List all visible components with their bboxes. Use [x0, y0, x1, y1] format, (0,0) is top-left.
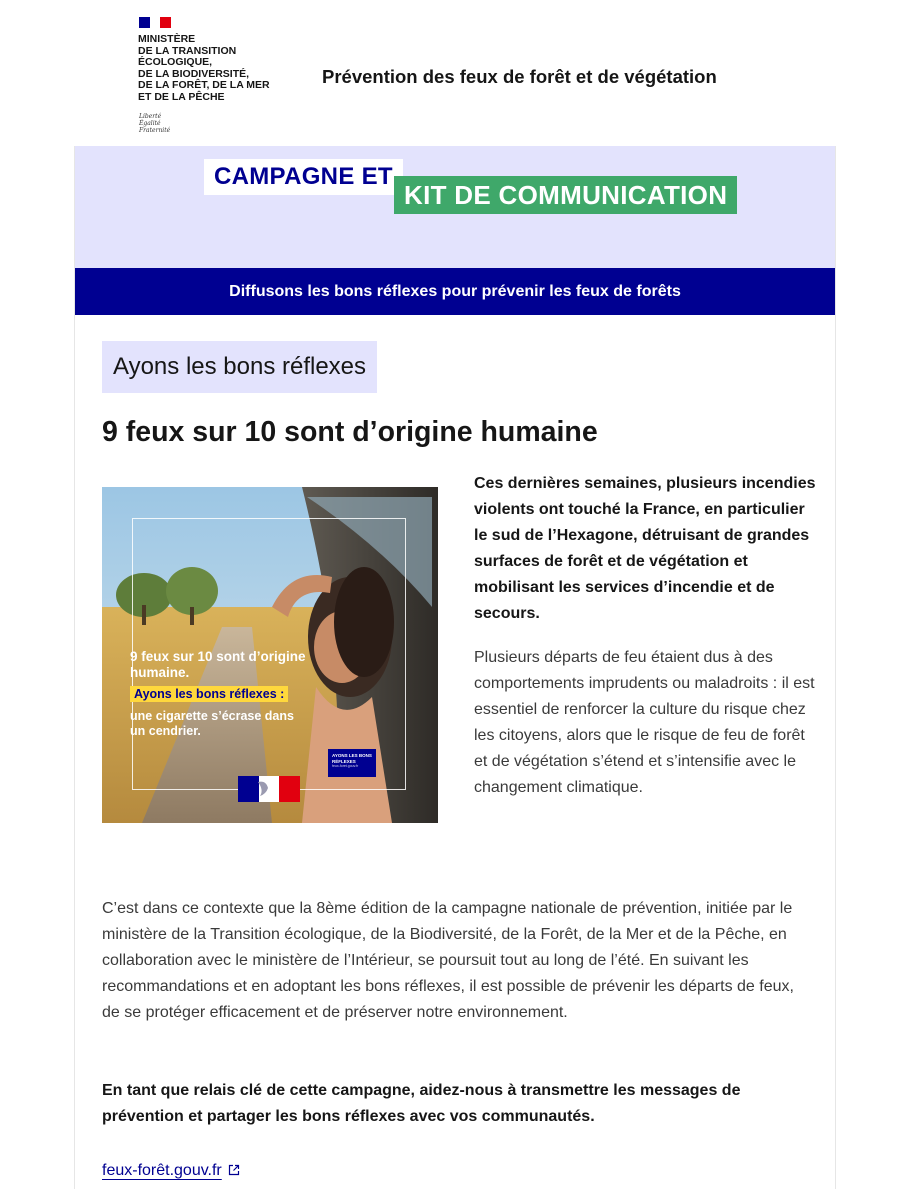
- external-link-icon: [228, 1164, 240, 1176]
- visual-subline: une cigarette s’écrase dans un cendrier.: [130, 709, 294, 738]
- visual-headline: 9 feux sur 10 sont d’origine humaine.: [130, 649, 306, 680]
- visual-campaign-box: [328, 749, 376, 777]
- hero-tag-campaign: CAMPAGNE ET: [204, 159, 403, 195]
- visual-box-url: feux-foret.gouv.fr: [332, 764, 359, 768]
- republic-motto: Liberté Égalité Fraternité: [139, 113, 171, 134]
- intro-paragraph: Plusieurs départs de feu étaient dus à des comportements imprudents ou maladroits : il est essentiel de renforcer la culture du risque chez les citoyens, alors que le risque de feu de forêt et de végétation s’étend et s’intensifie avec le changement climatique.: [474, 649, 815, 796]
- visual-box-title: AYONS LES BONS RÉFLEXES: [332, 753, 372, 764]
- section-kicker: Ayons les bons réflexes: [102, 341, 377, 393]
- intro-bold-paragraph: Ces dernières semaines, plusieurs incendies violents ont touché la France, en particulier le sud de l’Hexagone, détruisant de grandes surfaces de forêt et de végétation et mobilisant les services d’incendie et de secours.: [474, 475, 816, 622]
- body-paragraph: C’est dans ce contexte que la 8ème édition de la campagne nationale de prévention, initiée par le ministère de la Transition écologique, de la Biodiversité, de la Forêt, de la Mer et de la Pêche, en collaboration avec le ministère de l’Intérieur, se poursuit tout au long de l’été. En suivant les recommandations et en adoptant les bons réflexes, il est possible de prévenir les départs de feux, de se protéger efficacement et de préserver notre environnement.: [102, 900, 794, 1021]
- service-title: Prévention des feux de forêt et de végétation: [322, 66, 717, 87]
- article-title: 9 feux sur 10 sont d’origine humaine: [102, 416, 598, 448]
- intro-column: [474, 471, 819, 801]
- marianne-logo-icon: [238, 776, 300, 802]
- campaign-website-link[interactable]: [102, 1158, 240, 1184]
- ministry-name: MINISTÈRE DE LA TRANSITION ÉCOLOGIQUE, DE LA BIODIVERSITÉ, DE LA FORÊT, DE LA MER ET DE LA PÊCHE: [138, 33, 270, 103]
- campaign-visual: [102, 487, 438, 823]
- visual-highlight: Ayons les bons réflexes :: [130, 686, 288, 702]
- call-to-action-paragraph: En tant que relais clé de cette campagne, aidez-nous à transmettre les messages de prévention et partager les bons réflexes avec vos communautés.: [102, 1082, 741, 1125]
- hero-tag-kit: KIT DE COMMUNICATION: [394, 176, 737, 214]
- republique-flag-icon: [139, 17, 171, 28]
- page-header: [0, 0, 907, 145]
- newsletter-card: [74, 146, 836, 1189]
- campaign-website-link-text: feux-forêt.gouv.fr: [102, 1162, 222, 1179]
- slogan-band: Diffusons les bons réflexes pour prévenir les feux de forêts: [75, 268, 835, 315]
- hero-banner: [75, 146, 835, 268]
